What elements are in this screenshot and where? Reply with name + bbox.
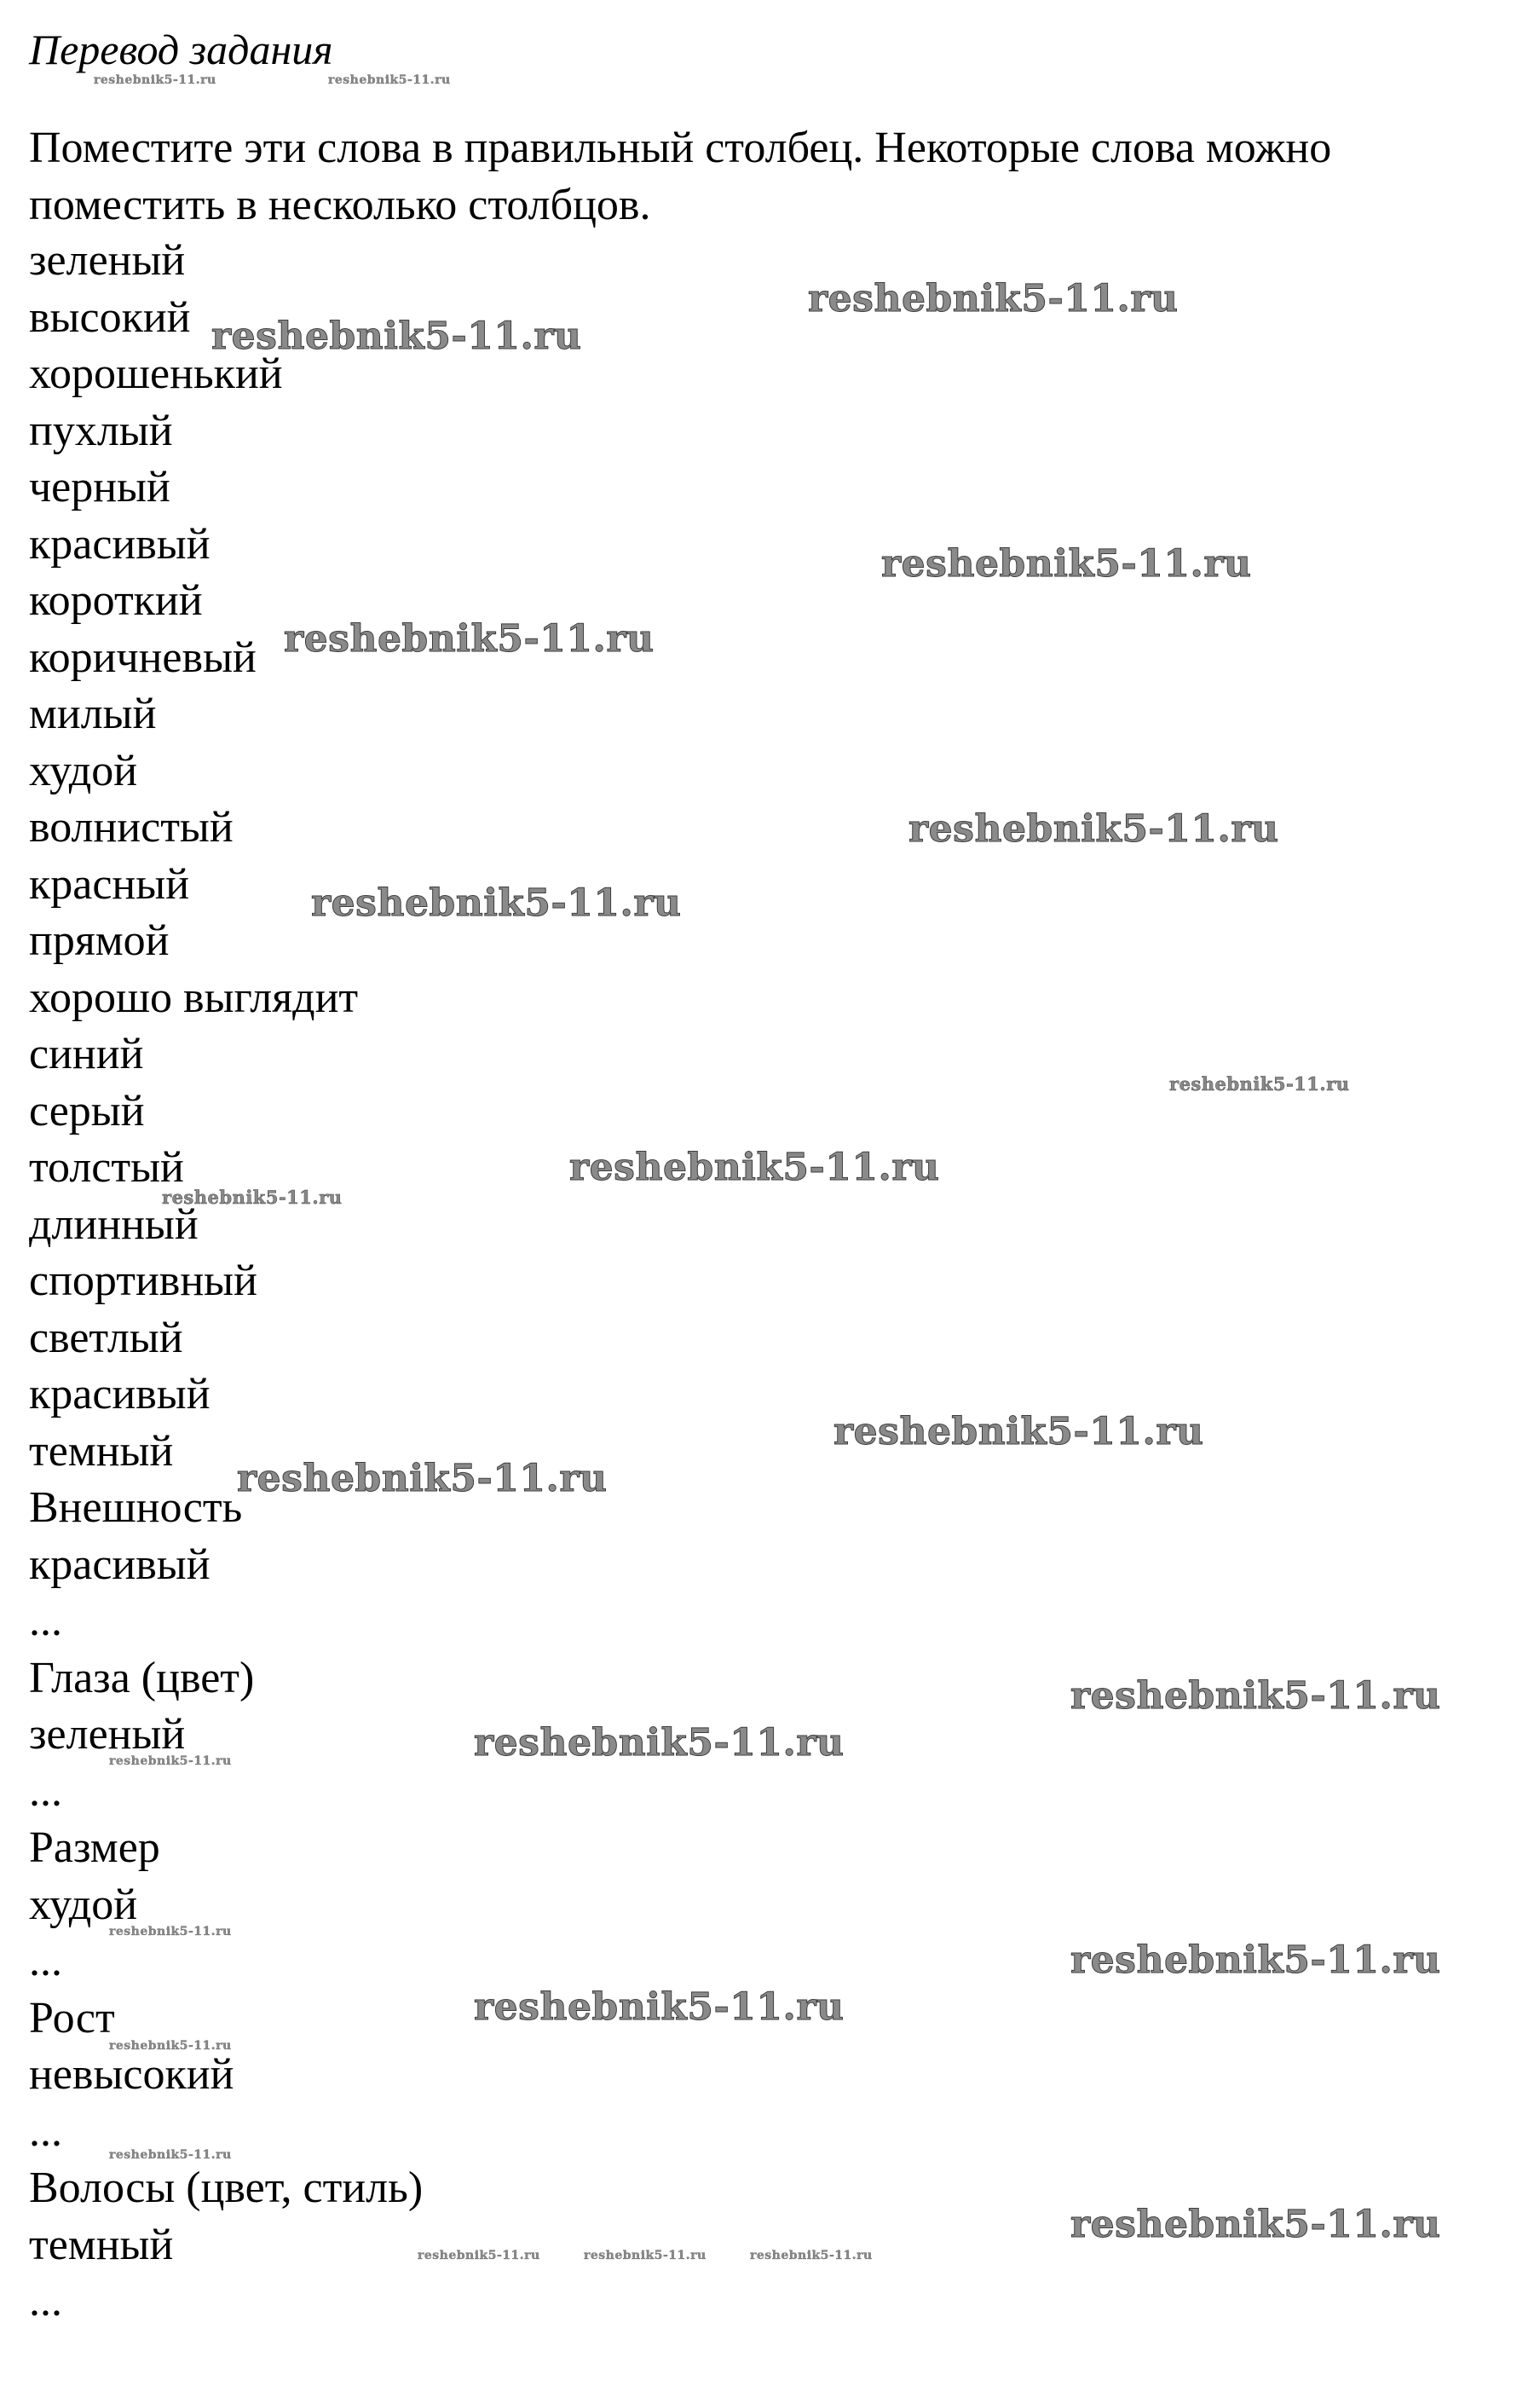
watermark: reshebnik5-11.ru	[569, 1146, 940, 1189]
watermark: reshebnik5-11.ru	[750, 2249, 873, 2262]
watermark: reshebnik5-11.ru	[881, 542, 1252, 586]
section-heading-appearance: Внешность	[29, 1483, 243, 1532]
watermark: reshebnik5-11.ru	[237, 1457, 608, 1500]
word-line: коричневый	[29, 633, 257, 682]
watermark: reshebnik5-11.ru	[833, 1410, 1204, 1453]
watermark: reshebnik5-11.ru	[808, 277, 1179, 321]
watermark: reshebnik5-11.ru	[109, 1925, 232, 1938]
watermark: reshebnik5-11.ru	[284, 617, 655, 661]
word-line: волнистый	[29, 803, 234, 852]
word-line: темный	[29, 2220, 174, 2269]
watermark: reshebnik5-11.ru	[328, 73, 451, 87]
word-line: светлый	[29, 1313, 183, 1362]
watermark: reshebnik5-11.ru	[418, 2249, 540, 2262]
word-line: хорошенький	[29, 350, 283, 398]
word-line: худой	[29, 746, 138, 795]
word-line: красивый	[29, 519, 211, 569]
watermark: reshebnik5-11.ru	[109, 1754, 232, 1768]
word-line: синий	[29, 1030, 144, 1078]
word-line: худой	[29, 1880, 138, 1929]
section-heading-size: Размер	[29, 1823, 160, 1872]
watermark: reshebnik5-11.ru	[908, 807, 1279, 851]
watermark: reshebnik5-11.ru	[311, 881, 682, 925]
ellipsis: ...	[29, 2106, 62, 2156]
word-line: зеленый	[29, 1710, 186, 1759]
word-line: красивый	[29, 1370, 211, 1418]
watermark: reshebnik5-11.ru	[1070, 2203, 1441, 2246]
task-title: Перевод задания	[29, 26, 333, 73]
section-heading-hair: Волосы (цвет, стиль)	[29, 2164, 424, 2212]
word-line: прямой	[29, 916, 170, 965]
ellipsis: ...	[29, 1597, 62, 1645]
watermark: reshebnik5-11.ru	[109, 2039, 232, 2053]
word-line: высокий	[29, 292, 191, 342]
ellipsis: ...	[29, 2277, 62, 2325]
word-line: зеленый	[29, 236, 186, 285]
section-heading-height: Рост	[29, 1993, 115, 2042]
word-line: серый	[29, 1086, 145, 1135]
watermark: reshebnik5-11.ru	[1070, 1674, 1441, 1718]
word-line: пухлый	[29, 406, 173, 455]
watermark: reshebnik5-11.ru	[162, 1187, 343, 1208]
word-line: милый	[29, 690, 157, 738]
word-line: хорошо выглядит	[29, 973, 359, 1022]
watermark: reshebnik5-11.ru	[211, 315, 582, 358]
word-line: спортивный	[29, 1257, 257, 1305]
watermark: reshebnik5-11.ru	[474, 1985, 845, 2029]
task-instructions: Поместите эти слова в правильный столбец. Некоторые слова можно поместить в несколько столбцов.	[29, 124, 1332, 229]
watermark: reshebnik5-11.ru	[584, 2249, 707, 2262]
word-line: длинный	[29, 1199, 199, 1249]
section-heading-eyes: Глаза (цвет)	[29, 1653, 255, 1702]
word-line: темный	[29, 1426, 174, 1476]
word-list	[29, 233, 423, 2331]
word-line: толстый	[29, 1143, 184, 1192]
word-line: красивый	[29, 1540, 211, 1589]
watermark: reshebnik5-11.ru	[1169, 1073, 1350, 1095]
watermark: reshebnik5-11.ru	[109, 2148, 232, 2162]
ellipsis: ...	[29, 1766, 62, 1816]
word-line: невысокий	[29, 2050, 234, 2099]
word-line: черный	[29, 463, 170, 511]
watermark: reshebnik5-11.ru	[474, 1721, 845, 1765]
watermark: reshebnik5-11.ru	[1070, 1938, 1441, 1982]
word-line: короткий	[29, 576, 203, 625]
watermark: reshebnik5-11.ru	[94, 73, 216, 87]
ellipsis: ...	[29, 1937, 62, 1985]
word-line: красный	[29, 859, 190, 909]
